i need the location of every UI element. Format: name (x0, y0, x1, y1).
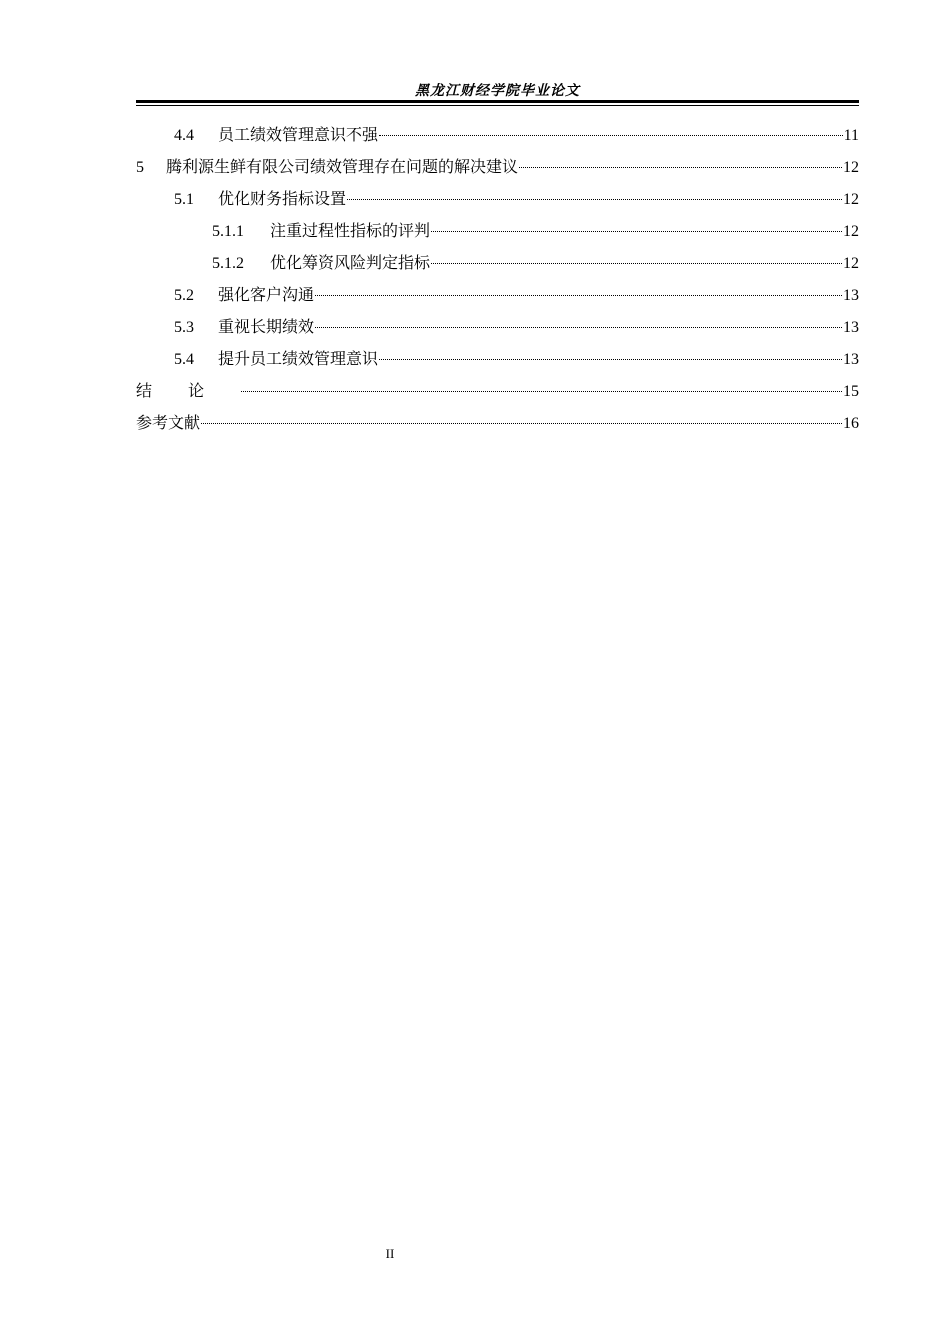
toc-dot-leader (347, 199, 842, 200)
toc-entry-title: 优化筹资风险判定指标 (270, 255, 431, 272)
toc-entry-title: 优化财务指标设置 (218, 191, 347, 208)
toc-dot-leader (431, 231, 842, 232)
toc-entry-title: 重视长期绩效 (218, 319, 315, 336)
toc-entry-title: 员工绩效管理意识不强 (218, 127, 379, 144)
toc-entry-number: 5 (136, 159, 144, 176)
toc-dot-leader (379, 135, 843, 136)
toc-entry-page: 13 (843, 319, 859, 336)
toc-entry-number: 5.1 (174, 191, 194, 208)
toc-entry-page: 13 (843, 351, 859, 368)
toc-entry-title: 腾利源生鲜有限公司绩效管理存在问题的解决建议 (166, 159, 519, 176)
header-rule-thick (136, 100, 859, 103)
toc-entry-title: 强化客户沟通 (218, 287, 315, 304)
page-number-footer: II (385, 1246, 395, 1261)
toc-entry-4-4[interactable] (136, 120, 859, 152)
toc-entry-page: 13 (843, 287, 859, 304)
toc-dot-leader (315, 295, 842, 296)
toc-entry-title: 注重过程性指标的评判 (270, 223, 431, 240)
toc-entry-5-3[interactable] (136, 312, 859, 344)
toc-dot-leader (431, 263, 842, 264)
toc-entry-number: 5.3 (174, 319, 194, 336)
toc-entry-5-4[interactable] (136, 344, 859, 376)
toc-entry-page: 12 (843, 223, 859, 240)
toc-dot-leader (519, 167, 842, 168)
toc-entry-page: 12 (843, 159, 859, 176)
toc-entry-number: 4.4 (174, 127, 194, 144)
toc-entry-5-1-1[interactable] (136, 216, 859, 248)
toc-entry-title: 提升员工绩效管理意识 (218, 351, 379, 368)
toc-entry-5-1[interactable] (136, 184, 859, 216)
toc-dot-leader (315, 327, 842, 328)
toc-entry-page: 12 (843, 255, 859, 272)
toc-entry-number: 5.4 (174, 351, 194, 368)
toc-entry-conclusion[interactable] (136, 376, 859, 408)
toc-entry-references[interactable] (136, 408, 859, 440)
page-header-title: 黑龙江财经学院毕业论文 (415, 83, 580, 99)
toc-dot-leader (379, 359, 842, 360)
toc-dot-leader (241, 391, 842, 392)
toc-entry-title: 参考文献 (136, 415, 201, 432)
toc-entry-5-1-2[interactable] (136, 248, 859, 280)
table-of-contents (136, 120, 859, 440)
toc-entry-number: 5.1.1 (212, 223, 244, 240)
toc-entry-page: 16 (843, 415, 859, 432)
toc-entry-page: 15 (843, 383, 859, 400)
toc-entry-title: 结论 (136, 383, 241, 400)
toc-entry-number: 5.1.2 (212, 255, 244, 272)
toc-dot-leader (201, 423, 842, 424)
toc-entry-page: 11 (843, 127, 859, 144)
toc-entry-5[interactable] (136, 152, 859, 184)
toc-entry-page: 12 (843, 191, 859, 208)
toc-entry-number: 5.2 (174, 287, 194, 304)
toc-entry-5-2[interactable] (136, 280, 859, 312)
header-rule-thin (136, 105, 859, 106)
